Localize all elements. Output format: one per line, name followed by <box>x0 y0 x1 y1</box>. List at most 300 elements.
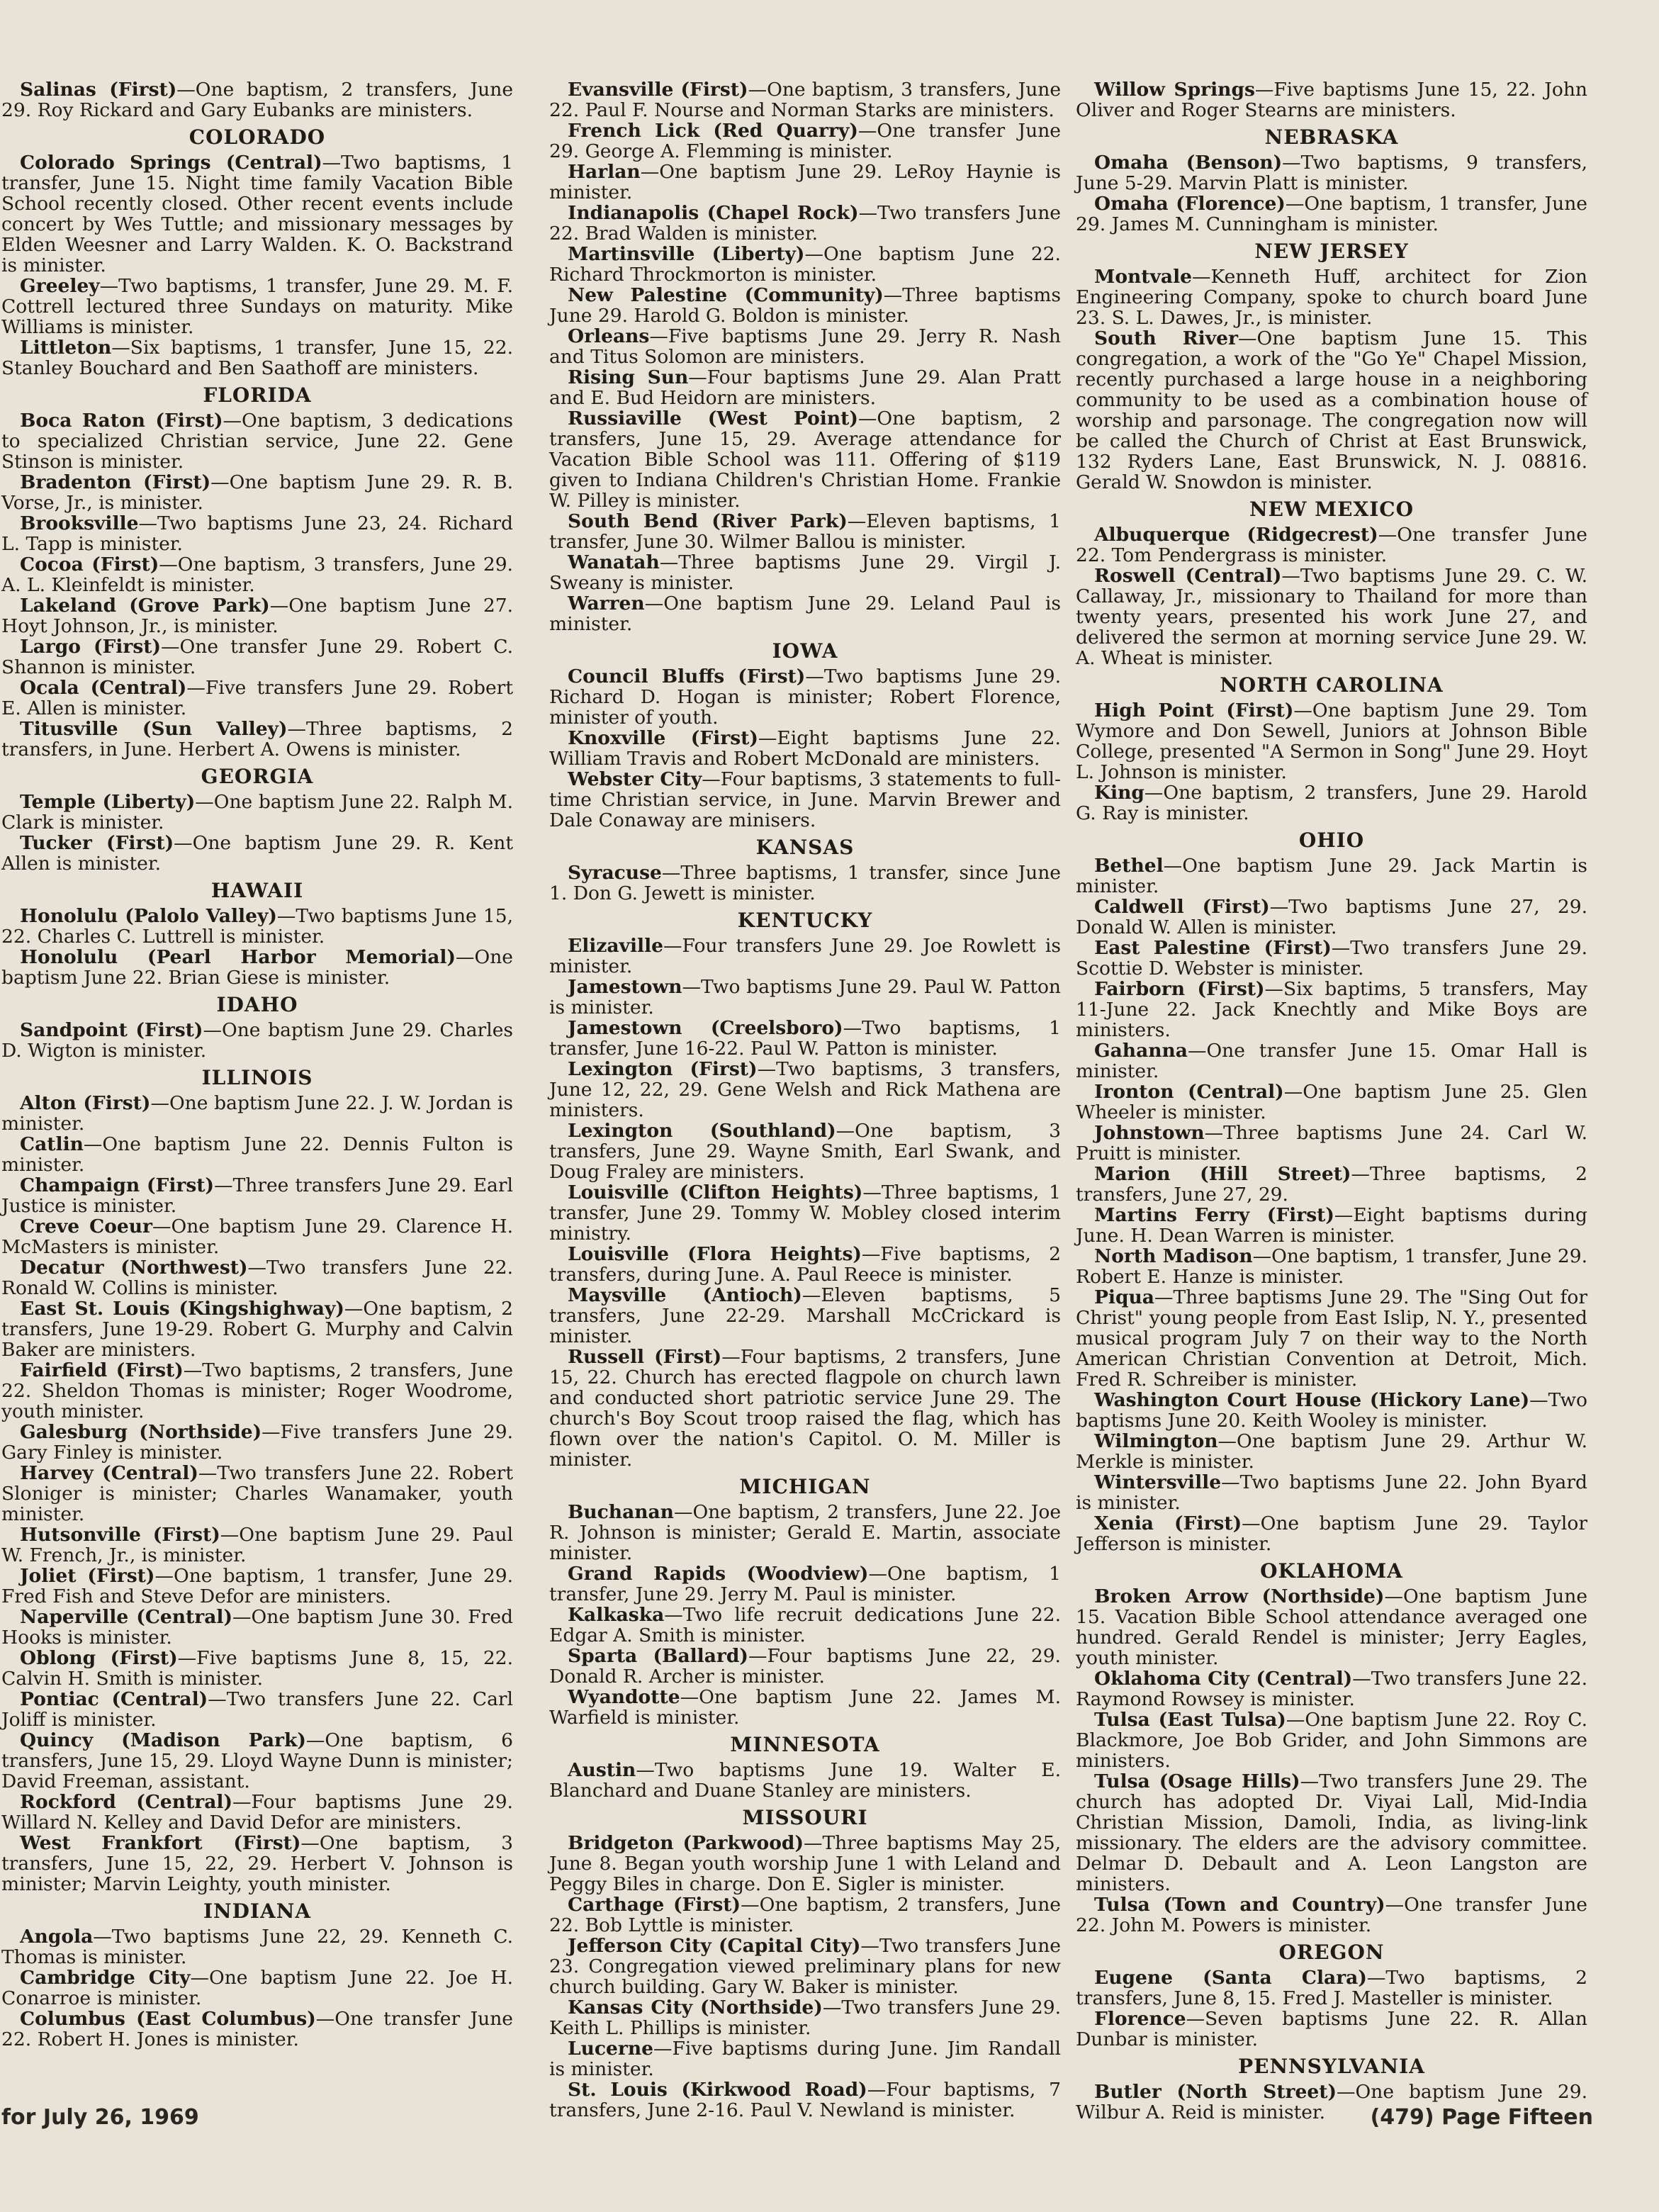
church-report <box>549 244 1061 285</box>
em-dash: — <box>758 727 777 749</box>
report-text: One baptism June 29. Charles D. Wigton is minister. <box>1 1019 513 1062</box>
church-report <box>1 1093 513 1134</box>
em-dash: — <box>1144 782 1164 804</box>
report-text: One baptism June 29. Clarence H. McMasters is minister. <box>1 1216 513 1258</box>
church-name: Decatur (Northwest) <box>20 1257 248 1279</box>
em-dash: — <box>111 337 130 359</box>
church-name: Galesburg (Northside) <box>20 1421 262 1443</box>
report-text: One baptism, 2 transfers, June 29. Harold G. Ray is minister. <box>1076 782 1587 824</box>
report-text: Four baptisms, 7 transfers, June 2-16. Paul V. Newland is minister. <box>549 2079 1062 2121</box>
report-text: One baptism, 1 transfer, June 29. James M. Cunningham is minister. <box>1076 193 1587 235</box>
em-dash: — <box>857 408 877 430</box>
church-name: Wanatah <box>568 551 660 573</box>
church-name: Brooksville <box>20 512 139 534</box>
report-text: Two transfers June 29. Keith L. Phillips is minister. <box>549 1997 1062 2039</box>
church-report <box>1 1792 513 1833</box>
report-text: Four baptisms June 29. Alan Pratt and E. Bud Heidorn are ministers. <box>549 366 1061 409</box>
em-dash: — <box>861 1243 881 1265</box>
em-dash: — <box>1186 2008 1205 2030</box>
report-text: Four baptisms, 3 statements to full-time Christian service, in June. Marvin Brewer and Dale Conaway are minisers. <box>549 768 1061 831</box>
em-dash: — <box>1281 565 1300 587</box>
em-dash: — <box>195 791 214 813</box>
church-report <box>1076 2009 1587 2050</box>
report-text: Four baptisms June 29. Willard N. Kelley and David Defor are ministers. <box>1 1791 513 1834</box>
church-name: Roswell (Central) <box>1094 565 1282 587</box>
church-name: Piqua <box>1094 1286 1154 1308</box>
church-name: Joliet (First) <box>20 1565 155 1587</box>
report-text: One baptism June 22. J. W. Jordan is minister. <box>1 1092 513 1135</box>
em-dash: — <box>741 1894 760 1916</box>
church-name: Greeley <box>20 275 100 297</box>
report-text: One baptism June 15. This congregation, a work of the "Go Ye" Chapel Mission, recently purchased a large house in a neighboring community to be used as a combination house of worship and parsonage. The congregation now will be called the Church of Christ at East Brunswick, 132 Ryders Lane, East Brunswick, N. J. 08816. Gerald W. Snowdon is minister. <box>1076 327 1587 493</box>
church-name: East Palestine (First) <box>1094 937 1332 959</box>
church-name: Johnstown <box>1094 1122 1205 1144</box>
church-report <box>549 408 1061 511</box>
em-dash: — <box>198 1462 218 1484</box>
em-dash: — <box>673 1501 693 1523</box>
church-name: Knoxville (First) <box>568 727 758 749</box>
church-name: Tulsa (Osage Hills) <box>1094 1770 1300 1792</box>
church-name: Montvale <box>1094 266 1193 288</box>
em-dash: — <box>1384 1585 1403 1607</box>
em-dash: — <box>1351 1163 1370 1185</box>
church-name: Martinsville (Liberty) <box>568 243 805 265</box>
church-report <box>549 79 1061 120</box>
church-report <box>1 276 513 337</box>
church-name: Angola <box>20 1926 94 1948</box>
em-dash: — <box>883 284 903 306</box>
em-dash: — <box>232 1606 252 1628</box>
em-dash: — <box>208 1688 227 1710</box>
church-report <box>1076 782 1587 824</box>
church-name: Lakeland (Grove Park) <box>20 595 270 617</box>
state-heading: OHIO <box>1298 829 1365 852</box>
church-report <box>1 1689 513 1730</box>
state-heading: COLORADO <box>189 125 326 149</box>
report-text: One baptism June 29. LeRoy Haynie is minister. <box>549 161 1061 203</box>
em-dash: — <box>159 554 178 576</box>
em-dash: — <box>1204 1122 1224 1144</box>
state-heading: NEW MEXICO <box>1249 498 1414 521</box>
church-name: Bradenton (First) <box>20 471 211 493</box>
em-dash: — <box>847 510 867 532</box>
state-heading: KANSAS <box>755 836 855 859</box>
church-report <box>1 1175 513 1216</box>
report-text: Three baptisms, 2 transfers, in June. Herbert A. Owens is minister. <box>1 718 513 760</box>
church-report <box>1076 1668 1587 1709</box>
church-report <box>1076 79 1587 120</box>
church-report <box>1 947 513 988</box>
church-report <box>1076 1205 1587 1246</box>
report-text: Three baptisms June 24. Carl W. Pruitt is minister. <box>1076 1122 1587 1164</box>
em-dash: — <box>858 202 878 224</box>
church-name: St. Louis (Kirkwood Road) <box>568 2079 867 2101</box>
em-dash: — <box>138 512 157 534</box>
em-dash: — <box>702 768 721 790</box>
church-report <box>549 2038 1061 2079</box>
church-report <box>1 1648 513 1689</box>
report-text: One baptism June 29. Tom Wymore and Don Sewell, Juniors at Johnson Bible College, presented "A Sermon in Song" June 29. Hoyt L. Johnson is minister. <box>1076 700 1587 783</box>
church-report <box>1076 1709 1587 1771</box>
em-dash: — <box>83 1133 103 1155</box>
report-text: One baptism, 2 transfers, June 22. Bob Lyttle is minister. <box>549 1894 1061 1936</box>
church-report <box>549 936 1061 977</box>
church-report <box>1 410 513 472</box>
em-dash: — <box>1217 1430 1237 1452</box>
em-dash: — <box>186 677 206 699</box>
em-dash: — <box>843 1017 862 1039</box>
em-dash: — <box>305 1729 325 1751</box>
report-text: Two transfers June 29. The church has adopted Dr. Viyai Lall, Mid-India Christian Mission, Damoli, India, as living-link missionary. The elders are the advisory committee. Delmar D. Debault and A. Leon Langston are ministers. <box>1076 1770 1587 1895</box>
state-heading: MINNESOTA <box>730 1733 880 1756</box>
report-text: One baptism June 29. Wilbur A. Reid is minister. <box>1076 2081 1587 2123</box>
church-report <box>1 1525 513 1566</box>
church-report <box>1 719 513 760</box>
em-dash: — <box>1293 700 1312 722</box>
report-text: Kenneth Huff, architect for Zion Engineering Company, spoke to church board June 23. S. L. Dawes, Jr., is minister. <box>1076 266 1587 329</box>
report-text: One baptism, 2 transfers, June 22. Joe R. Johnson is minister; Gerald E. Martin, associate minister. <box>549 1501 1061 1564</box>
report-text: Five baptisms June 29. Jerry R. Nash and Titus Solomon are ministers. <box>549 325 1061 368</box>
church-report <box>549 1605 1061 1646</box>
em-dash: — <box>1286 1709 1305 1731</box>
report-text: Eight baptisms June 22. William Travis and Robert McDonald are ministers. <box>549 727 1061 770</box>
em-dash: — <box>822 1997 842 2019</box>
report-text: Two baptisms June 22, 29. Kenneth C. Thomas is minister. <box>1 1926 513 1968</box>
em-dash: — <box>1282 152 1301 174</box>
church-name: Tulsa (Town and Country) <box>1094 1894 1385 1916</box>
report-text: One baptism, 1 transfer, June 29. Robert E. Hanze is minister. <box>1076 1245 1587 1288</box>
report-text: One transfer June 15. Omar Hall is minister. <box>1076 1040 1587 1082</box>
report-text: One baptism, 3 transfers, June 29. Wayne Smith, Earl Swank, and Doug Fraley are ministers. <box>549 1120 1062 1183</box>
report-text: One baptism, 1 transfer, June 29. Jerry M. Paul is minister. <box>549 1563 1061 1605</box>
em-dash: — <box>174 832 193 854</box>
church-name: Alton (First) <box>20 1092 151 1114</box>
church-name: Cocoa (First) <box>20 554 159 576</box>
church-report <box>549 367 1061 408</box>
em-dash: — <box>1366 1967 1386 1989</box>
church-name: Littleton <box>20 337 112 359</box>
em-dash: — <box>344 1298 364 1320</box>
church-report <box>549 162 1061 203</box>
report-text: One baptism, 1 transfer, June 29. Fred Fish and Steve Defor are ministers. <box>1 1565 513 1607</box>
church-name: Webster City <box>568 768 702 790</box>
report-text: One baptism June 22. Brian Giese is minister. <box>1 946 513 989</box>
em-dash: — <box>322 152 342 174</box>
church-report <box>549 120 1061 162</box>
church-name: Louisville (Clifton Heights) <box>568 1181 863 1203</box>
church-name: Columbus (East Columbus) <box>20 2008 316 2030</box>
em-dash: — <box>664 1604 683 1626</box>
report-text: Two baptisms, 2 transfers, June 22. Sheldon Thomas is minister; Roger Woodrome, youth minister. <box>1 1359 513 1422</box>
church-name: South River <box>1094 327 1238 349</box>
church-report <box>549 1121 1061 1182</box>
church-report <box>1076 1431 1587 1472</box>
church-name: Russiaville (West Point) <box>568 408 858 430</box>
church-name: Willow Springs <box>1094 79 1255 101</box>
state-heading: MICHIGAN <box>739 1475 871 1498</box>
church-report <box>1 792 513 833</box>
church-report <box>549 1018 1061 1059</box>
report-text: Seven baptisms June 22. R. Allan Dunbar is minister. <box>1076 2008 1587 2050</box>
report-text: Two transfers June 23. Congregation viewed preliminary plans for new church building. Gary W. Baker is minister. <box>549 1935 1061 1998</box>
em-dash: — <box>190 1967 209 1989</box>
em-dash: — <box>649 325 668 347</box>
church-name: Lucerne <box>568 2038 653 2060</box>
report-text: One baptism June 22. Richard Throckmorton is minister. <box>549 243 1061 286</box>
church-report <box>1076 1472 1587 1513</box>
report-text: Three baptisms, 1 transfer, June 29. Tommy W. Mobley closed interim ministry. <box>549 1181 1061 1245</box>
church-name: West Frankfort (First) <box>20 1832 301 1854</box>
state-heading: GEORGIA <box>201 765 314 788</box>
church-name: Cambridge City <box>20 1967 191 1989</box>
report-text: Two baptisms June 15, 22. Charles C. Luttrell is minister. <box>1 905 513 948</box>
church-name: King <box>1094 782 1145 804</box>
state-heading: NORTH CAROLINA <box>1220 673 1444 697</box>
church-report <box>549 1563 1061 1605</box>
church-report <box>1 1257 513 1298</box>
report-text: One baptism, 3 dedications to specialized Christian service, June 22. Gene Stinson is minister. <box>1 410 513 473</box>
footer-date: for July 26, 1969 <box>1 2105 199 2130</box>
church-name: Eugene (Santa Clara) <box>1094 1967 1367 1989</box>
church-report <box>1 1730 513 1792</box>
church-report <box>1076 1771 1587 1894</box>
report-text: Two transfers June 22. Brad Walden is minister. <box>549 202 1061 245</box>
report-text: One baptism June 22. Dennis Fulton is minister. <box>1 1133 513 1176</box>
em-dash: — <box>1385 1894 1405 1916</box>
em-dash: — <box>1264 978 1284 1000</box>
church-name: Maysville (Antioch) <box>568 1284 802 1306</box>
report-text: Two life recruit dedications June 22. Edgar A. Smith is minister. <box>549 1604 1061 1646</box>
report-text: One baptism, 3 transfers, June 15, 22, 29. Herbert V. Johnson is minister; Marvin Leighty, youth minister. <box>1 1832 513 1895</box>
report-text: One transfer June 22. John M. Powers is minister. <box>1076 1894 1587 1936</box>
church-name: Titusville (Sun Valley) <box>20 718 288 740</box>
em-dash: — <box>1269 896 1289 918</box>
church-report <box>1 1926 513 1967</box>
church-report <box>549 1936 1061 1997</box>
em-dash: — <box>640 161 660 183</box>
church-name: Honolulu (Palolo Valley) <box>20 905 277 927</box>
state-heading: IDAHO <box>216 993 298 1016</box>
church-report <box>1 1463 513 1525</box>
em-dash: — <box>757 1058 777 1080</box>
church-report <box>1076 152 1587 193</box>
church-report <box>549 1059 1061 1121</box>
em-dash: — <box>1352 1668 1371 1690</box>
report-text: Two baptisms June 23, 24. Richard L. Tapp is minister. <box>1 512 513 555</box>
church-name: Carthage (First) <box>568 1894 741 1916</box>
report-text: Five baptisms, 2 transfers, during June. A. Paul Reece is minister. <box>549 1243 1061 1286</box>
report-text: Two baptisms June 29. Paul W. Patton is minister. <box>549 976 1061 1018</box>
church-name: Grand Rapids (Woodview) <box>568 1563 869 1585</box>
church-report <box>549 728 1061 769</box>
report-text: One baptism June 15. Vacation Bible School attendance averaged one hundred. Gerald Rendel is minister; Jerry Eagles, youth minister. <box>1076 1585 1587 1669</box>
church-name: Orleans <box>568 325 650 347</box>
church-report <box>549 1285 1061 1347</box>
report-text: Two baptisms, 9 transfers, June 5-29. Marvin Platt is minister. <box>1076 152 1587 194</box>
state-heading: PENNSYLVANIA <box>1238 2055 1425 2078</box>
column-right <box>1076 79 1587 2123</box>
report-text: One baptism June 29. Arthur W. Merkle is minister. <box>1076 1430 1587 1473</box>
report-text: One baptism, 2 transfers, June 19-29. Robert G. Murphy and Calvin Baker are ministers. <box>1 1298 514 1361</box>
em-dash: — <box>803 1832 823 1854</box>
em-dash: — <box>1163 855 1183 877</box>
church-report <box>549 593 1061 634</box>
church-report <box>1 337 513 378</box>
church-name: Sparta (Ballard) <box>568 1645 748 1667</box>
church-name: Oklahoma City (Central) <box>1094 1668 1353 1690</box>
report-text: One transfer June 29. George A. Flemming is minister. <box>549 120 1061 162</box>
church-name: Lexington (First) <box>568 1058 758 1080</box>
em-dash: — <box>663 935 682 957</box>
report-text: Two baptisms June 29. C. W. Callaway, Jr., missionary to Thailand for more than twenty years, presented his work June 27, and delivered the sermon at morning service June 29. W. A. Wheat is minister. <box>1076 565 1587 669</box>
em-dash: — <box>247 1257 267 1279</box>
em-dash: — <box>682 976 702 998</box>
em-dash: — <box>176 79 196 101</box>
church-name: Louisville (Flora Heights) <box>568 1243 862 1265</box>
report-text: Two baptisms June 22. John Byard is minister. <box>1076 1471 1587 1514</box>
report-text: One baptism June 29. Leland Paul is minister. <box>549 593 1061 635</box>
church-name: Creve Coeur <box>20 1216 152 1237</box>
church-report <box>1 636 513 678</box>
church-name: Omaha (Florence) <box>1094 193 1286 215</box>
report-text: Two baptisms June 20. Keith Wooley is minister. <box>1076 1389 1587 1432</box>
em-dash: — <box>661 862 681 884</box>
church-name: French Lick (Red Quarry) <box>568 120 858 142</box>
report-text: One transfer June 22. Robert H. Jones is minister. <box>1 2008 513 2050</box>
church-report <box>1 1020 513 1061</box>
report-text: Eight baptisms during June. H. Dean Warren is minister. <box>1076 1204 1587 1247</box>
church-name: Kalkaska <box>568 1604 665 1626</box>
em-dash: — <box>177 1647 197 1669</box>
report-text: Three baptisms May 25, June 8. Began youth worship June 1 with Leland and Peggy Biles in charge. Don E. Sigler is minister. <box>549 1832 1061 1895</box>
report-text: One baptism June 29. Paul W. French, Jr., is minister. <box>1 1524 513 1566</box>
church-name: High Point (First) <box>1094 700 1294 722</box>
state-heading: NEBRASKA <box>1264 125 1399 149</box>
church-report <box>1 595 513 636</box>
church-report <box>1 1360 513 1422</box>
church-name: Kansas City (Northside) <box>568 1997 823 2019</box>
em-dash: — <box>868 1563 887 1585</box>
church-report <box>549 203 1061 244</box>
state-heading: INDIANA <box>203 1899 312 1923</box>
report-text: Two baptisms, 1 transfer, June 29. M. F. Cottrell lectured three Sundays on maturity. Mike Williams is minister. <box>1 275 513 338</box>
church-report <box>1076 1040 1587 1082</box>
em-dash: — <box>836 1120 855 1142</box>
church-name: Pontiac (Central) <box>20 1688 208 1710</box>
em-dash: — <box>804 243 823 265</box>
church-report <box>549 863 1061 904</box>
church-name: East St. Louis (Kingshighway) <box>20 1298 344 1320</box>
em-dash: — <box>644 593 664 614</box>
church-report <box>1 152 513 276</box>
report-text: Two baptisms, 1 transfer, June 15. Night time family Vacation Bible School recently closed. Other recent events include concert by Wes Tuttle; and missionary messages by Elden Weesner and Larry Walden. K. O. Backstrand is minister. <box>1 152 513 276</box>
church-report <box>549 1760 1061 1801</box>
church-name: Ocala (Central) <box>20 677 187 699</box>
em-dash: — <box>860 1935 879 1957</box>
report-text: Six baptisms, 1 transfer, June 15, 22. Stanley Bouchard and Ben Saathoff are ministers. <box>1 337 513 379</box>
em-dash: — <box>161 636 180 658</box>
church-name: Broken Arrow (Northside) <box>1094 1585 1385 1607</box>
em-dash: — <box>287 718 306 740</box>
em-dash: — <box>210 471 230 493</box>
report-text: One baptism June 27. Hoyt Johnson, Jr., is minister. <box>1 595 513 637</box>
church-report <box>549 326 1061 367</box>
church-report <box>549 1894 1061 1936</box>
church-name: Jamestown (Creelsboro) <box>568 1017 843 1039</box>
church-report <box>1 1134 513 1175</box>
church-report <box>1076 700 1587 782</box>
church-name: Evansville (First) <box>568 79 748 101</box>
report-text: Three baptisms, 2 transfers, June 27, 29. <box>1076 1163 1587 1206</box>
church-report <box>1 906 513 947</box>
church-report <box>1 1607 513 1648</box>
em-dash: — <box>183 1359 203 1381</box>
report-text: Two baptisms June 19. Walter E. Blanchard and Duane Stanley are ministers. <box>549 1759 1061 1802</box>
report-text: Two baptisms June 29. Richard D. Hogan is minister; Robert Florence, minister of youth. <box>549 666 1061 729</box>
church-report <box>1076 1123 1587 1164</box>
church-name: Xenia (First) <box>1094 1512 1242 1534</box>
report-text: Five transfers June 29. Gary Finley is minister. <box>1 1421 513 1464</box>
report-text: Five transfers June 29. Robert E. Allen is minister. <box>1 677 513 719</box>
church-report <box>549 1347 1061 1470</box>
church-name: Wilmington <box>1094 1430 1218 1452</box>
em-dash: — <box>300 1832 320 1854</box>
em-dash: — <box>1192 266 1211 288</box>
column-left <box>1 79 513 2050</box>
em-dash: — <box>867 2079 887 2101</box>
em-dash: — <box>1254 79 1274 101</box>
church-name: Lexington (Southland) <box>568 1120 836 1142</box>
church-report <box>1 2009 513 2050</box>
report-text: Five baptisms during June. Jim Randall is minister. <box>549 2038 1061 2080</box>
report-text: Two baptisms, 3 transfers, June 12, 22, 29. Gene Welsh and Rick Mathena are ministers. <box>549 1058 1061 1121</box>
church-report <box>1076 1287 1587 1390</box>
report-text: Three baptisms June 29. Virgil J. Sweany is minister. <box>549 551 1061 594</box>
report-text: One baptism June 29. R. B. Vorse, Jr., is minister. <box>1 471 513 514</box>
report-text: Four baptisms June 22, 29. Donald R. Archer is minister. <box>549 1645 1061 1688</box>
em-dash: — <box>636 1759 655 1781</box>
report-text: One baptism June 22. Roy C. Blackmore, Joe Bob Grider, and John Simmons are ministers. <box>1076 1709 1588 1772</box>
report-text: One transfer June 29. Robert C. Shannon is minister. <box>1 636 513 678</box>
report-text: One baptism June 22. Ralph M. Clark is minister. <box>1 791 513 833</box>
church-report <box>1076 1513 1587 1554</box>
em-dash: — <box>1337 2081 1356 2103</box>
report-text: Two baptisms, 2 transfers, June 8, 15. Fred J. Masteller is minister. <box>1076 1967 1587 2009</box>
church-name: Washington Court House (Hickory Lane) <box>1094 1389 1530 1411</box>
column-middle <box>549 79 1061 2121</box>
em-dash: — <box>805 666 824 687</box>
church-report <box>549 769 1061 831</box>
church-report <box>1076 1894 1587 1936</box>
em-dash: — <box>1242 1512 1261 1534</box>
church-report <box>1076 1082 1587 1123</box>
state-heading: ILLINOIS <box>201 1066 313 1089</box>
church-name: Oblong (First) <box>20 1647 178 1669</box>
state-heading: OREGON <box>1278 1941 1385 1964</box>
church-report <box>1076 1246 1587 1287</box>
church-name: Omaha (Benson) <box>1094 152 1283 174</box>
em-dash: — <box>99 275 119 297</box>
em-dash: — <box>269 595 289 617</box>
em-dash: — <box>802 1284 821 1306</box>
em-dash: — <box>203 1019 222 1041</box>
church-name: Harvey (Central) <box>20 1462 198 1484</box>
em-dash: — <box>857 120 877 142</box>
church-report <box>1076 897 1587 938</box>
church-report <box>549 1646 1061 1687</box>
church-name: Florence <box>1094 2008 1186 2030</box>
em-dash: — <box>688 366 707 388</box>
